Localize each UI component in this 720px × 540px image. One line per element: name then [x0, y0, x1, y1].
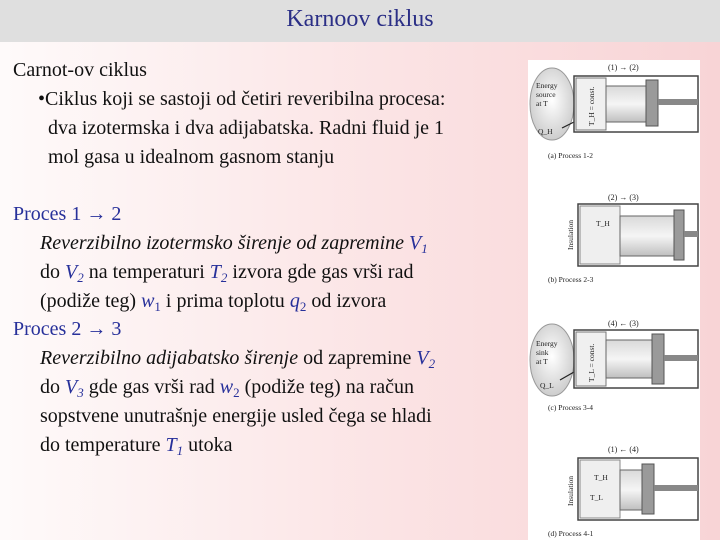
- panel-d-state: (1) ← (4): [608, 445, 639, 454]
- p2-l1-sub: 2: [428, 356, 436, 371]
- gas-region-a: [606, 86, 646, 122]
- energy-source-label-1: Energy: [536, 81, 558, 90]
- energy-sink-label-2: sink: [536, 348, 549, 357]
- piston-d: [642, 464, 654, 514]
- p2-l1-var: V: [416, 347, 429, 369]
- temp-low-d: T_L: [590, 493, 603, 502]
- temp-high-b: T_H: [596, 219, 610, 228]
- panel-process-1-2: [530, 63, 698, 160]
- p2-l2-a: do: [40, 376, 65, 398]
- p1-l3-sub2: 2: [299, 299, 307, 314]
- process-1-line-3: [40, 287, 386, 316]
- p1-l2-a: do: [40, 261, 65, 283]
- gas-region-b: [620, 216, 674, 256]
- process-1-line-1: [40, 229, 428, 258]
- energy-sink-label-1: Energy: [536, 339, 558, 348]
- p1-l2-var2: T: [209, 261, 221, 283]
- intro-line-3: mol gasa u idealnom gasnom stanju: [48, 146, 335, 168]
- bullet-glyph: •: [38, 88, 46, 110]
- gas-region-d: [620, 470, 642, 510]
- piston-c: [652, 334, 664, 384]
- piston-b: [674, 210, 684, 260]
- p2-l2-c: (podiže teg) na račun: [239, 376, 414, 398]
- panel-b-caption: (b) Process 2-3: [548, 275, 594, 284]
- process-2-line-4: [40, 431, 233, 460]
- p1-l3-var2: q: [289, 290, 300, 312]
- p1-l3-a: (podiže teg): [40, 290, 142, 312]
- slide-title: Karnoov ciklus: [286, 6, 434, 32]
- process-1-title: Proces 1 → 2: [13, 203, 122, 225]
- energy-source-label-3: at T: [536, 99, 548, 108]
- p1-l2-sub2: 2: [220, 270, 228, 285]
- panel-process-2-3: [548, 193, 698, 284]
- panel-a-state: (1) → (2): [608, 63, 639, 72]
- process-2-line-3: sopstvene unutrašnje energije usled čega se hladi: [40, 405, 432, 427]
- intro-line-2: dva izotermska i dva adijabatska. Radni fluid je 1: [48, 117, 444, 139]
- piston-rod-c: [664, 355, 698, 361]
- intro-bullet: [38, 85, 445, 114]
- p1-l2-var: V: [65, 261, 78, 283]
- panel-c-state: (4) ← (3): [608, 319, 639, 328]
- p2-l1-a: Reverzibilno adijabatsko širenje: [40, 347, 299, 369]
- energy-sink-label-3: at T: [536, 357, 548, 366]
- process-2-line-2: [40, 373, 414, 402]
- insulation-label-b: Insulation: [566, 220, 575, 250]
- carnot-piston-figure: [528, 60, 700, 540]
- p2-l4-var: T: [165, 434, 177, 456]
- piston-rod-d: [654, 485, 698, 491]
- process-1-line-2: [40, 258, 413, 287]
- isotherm-label-c: T_L = const.: [587, 343, 596, 382]
- piston-rod-b: [684, 231, 698, 237]
- insulation-label-d: Insulation: [566, 476, 575, 506]
- p1-l3-sub: 1: [154, 299, 161, 314]
- p2-l2-sub2: 2: [233, 385, 240, 400]
- panel-c-caption: (c) Process 3-4: [548, 403, 593, 412]
- panel-process-3-4: [530, 319, 698, 412]
- p2-l1-b: od zapremine: [298, 347, 417, 369]
- heat-out-label: Q_L: [540, 381, 554, 390]
- p1-l1-var: V: [409, 232, 422, 254]
- p1-l2-sub: 2: [77, 270, 84, 285]
- heat-in-label: Q_H: [538, 127, 553, 136]
- p1-l1-sub: 1: [421, 241, 428, 256]
- process-2-title: Proces 2 → 3: [13, 318, 122, 340]
- p2-l4-sub: 1: [176, 443, 184, 458]
- energy-source-label-2: source: [536, 90, 556, 99]
- panel-a-caption: (a) Process 1-2: [548, 151, 593, 160]
- p1-l3-var: w: [141, 290, 155, 312]
- p1-l2-b: na temperaturi: [83, 261, 210, 283]
- p2-l2-sub: 3: [77, 385, 84, 400]
- p2-l2-b: gde gas vrši rad: [83, 376, 220, 398]
- insulation-wall-d: [580, 460, 620, 518]
- p1-l2-c: izvora gde gas vrši rad: [227, 261, 414, 283]
- p2-l2-var2: w: [219, 376, 234, 398]
- intro-heading: Carnot-ov ciklus: [13, 59, 147, 81]
- insulation-wall-b: [580, 206, 620, 264]
- p1-l3-c: od izvora: [306, 290, 387, 312]
- gas-region-c: [606, 340, 652, 378]
- piston-a: [646, 80, 658, 126]
- p2-l4-a: do temperature: [40, 434, 166, 456]
- piston-rod-a: [658, 99, 698, 105]
- process-2-line-1: [40, 344, 435, 373]
- p2-l2-var: V: [65, 376, 78, 398]
- p1-l1-text: Reverzibilno izotermsko širenje od zapremine: [40, 232, 410, 254]
- panel-b-state: (2) → (3): [608, 193, 639, 202]
- temp-high-d: T_H: [594, 473, 608, 482]
- intro-line-1: Ciklus koji se sastoji od četiri reveribilna procesa:: [45, 88, 446, 110]
- isotherm-label-a: T_H = const.: [587, 86, 596, 126]
- panel-d-caption: (d) Process 4-1: [548, 529, 594, 538]
- panel-process-4-1: [548, 445, 698, 538]
- p1-l3-b: i prima toplotu: [160, 290, 290, 312]
- p2-l4-b: utoka: [183, 434, 233, 456]
- carnot-figure-svg: [528, 60, 700, 540]
